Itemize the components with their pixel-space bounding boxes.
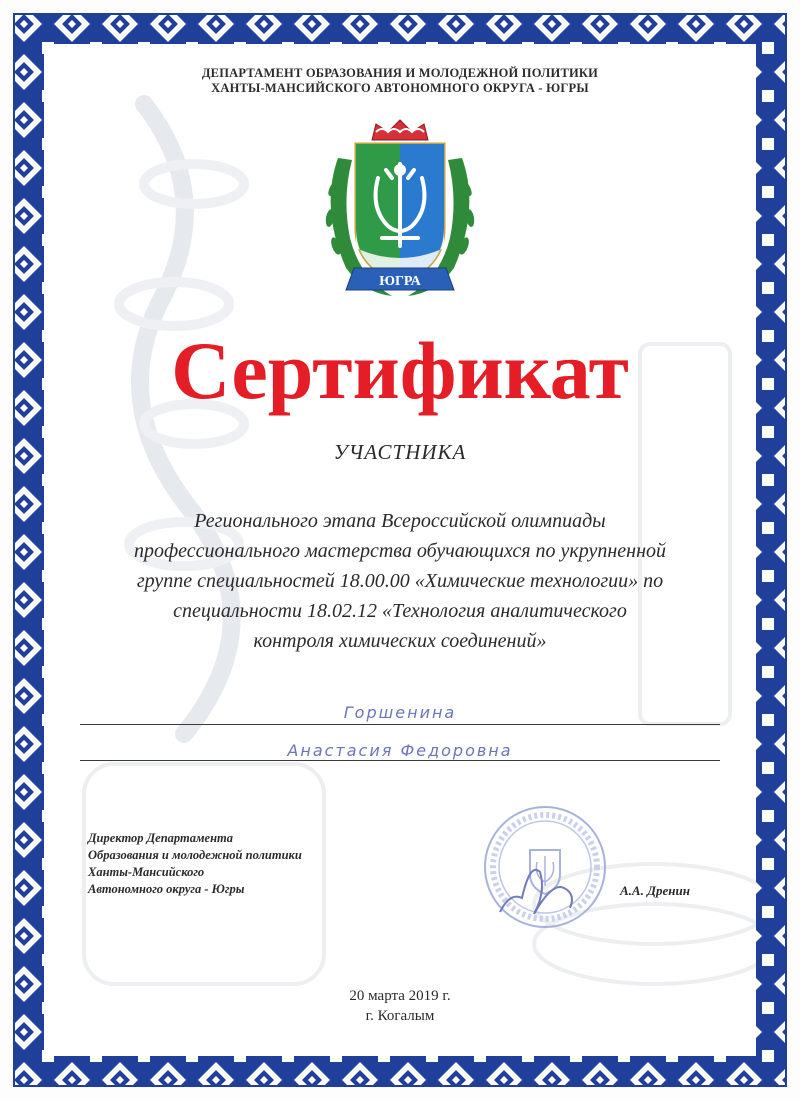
director-title <box>88 830 302 898</box>
issue-date: 20 марта 2019 г. <box>349 988 451 1004</box>
issue-place: г. Когалым <box>365 1008 435 1024</box>
director-title-line: Образования и молодежной политики <box>88 848 302 862</box>
certificate-subtitle: УЧАСТНИКА <box>333 440 467 464</box>
department-header <box>44 66 756 96</box>
recipient-given-names: Анастасия Федоровна <box>287 741 513 760</box>
description-line: группе специальностей 18.00.00 «Химические технологии» по <box>136 570 664 592</box>
director-signature <box>500 870 572 914</box>
certificate-title: Сертификат <box>171 325 629 416</box>
description-line: профессионального мастерства обучающихся по укрупненной <box>133 540 667 562</box>
department-header-line2: ХАНТЫ-МАНСИЙСКОГО АВТОНОМНОГО ОКРУГА - ЮГРЫ <box>211 81 589 95</box>
certificate-description <box>92 506 708 656</box>
recipient-line-1 <box>80 724 720 725</box>
description-line: Регионального этапа Всероссийской олимпиады <box>194 510 606 532</box>
director-title-line: Автономного округа - Югры <box>88 882 245 896</box>
recipient-line-2 <box>80 760 720 761</box>
recipient-surname: Горшенина <box>343 703 457 722</box>
signatory-name: А.А. Дренин <box>620 883 690 898</box>
department-header-line1: ДЕПАРТАМЕНТ ОБРАЗОВАНИЯ И МОЛОДЕЖНОЙ ПОЛИТИКИ <box>201 66 599 80</box>
director-title-line: Ханты-Мансийского <box>88 865 205 879</box>
description-line: специальности 18.02.12 «Технология аналитического <box>173 600 627 622</box>
director-title-line: Директор Департамента <box>88 831 234 845</box>
description-line: контроля химических соединений» <box>253 630 547 652</box>
emblem-ribbon-text: ЮГРА <box>379 274 421 289</box>
issue-info <box>44 986 756 1026</box>
certificate-body <box>44 44 756 1056</box>
official-stamp <box>480 802 610 932</box>
coat-of-arms-emblem <box>316 118 484 306</box>
